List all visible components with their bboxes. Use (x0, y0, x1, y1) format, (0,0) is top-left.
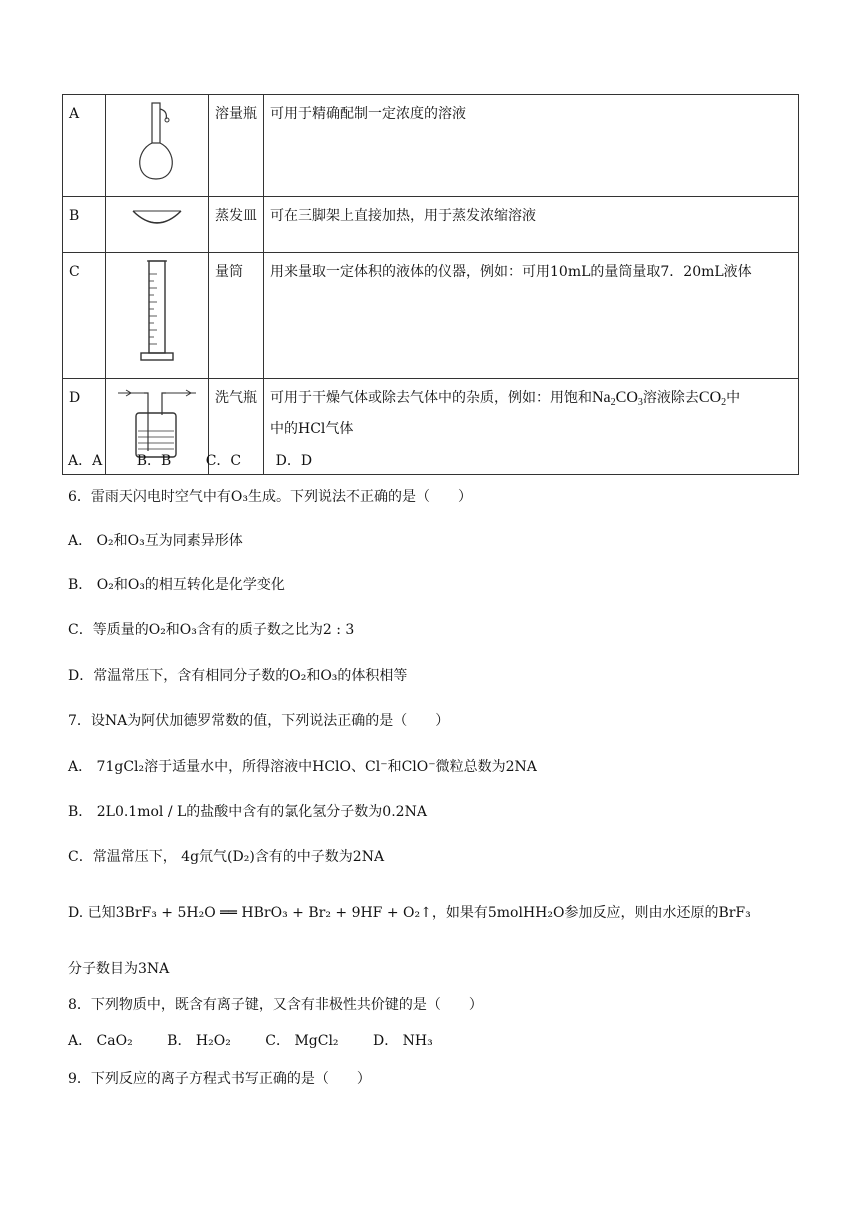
row-name: 洗气瓶 (209, 379, 264, 475)
option-a[interactable]: A． CaO₂ (68, 1033, 133, 1049)
option-b[interactable]: B． H₂O₂ (167, 1033, 231, 1049)
row-letter: B (63, 197, 106, 253)
table-row (63, 253, 799, 379)
option-c[interactable]: C．C (205, 453, 242, 469)
option-b[interactable]: B．B (136, 453, 172, 469)
option-a[interactable]: A．A (68, 453, 103, 469)
q7-stem: 7．设NA为阿伏加德罗常数的值，下列说法正确的是（ ） (68, 713, 450, 729)
q6-option-d[interactable]: D．常温常压下，含有相同分子数的O₂和O₃的体积相等 (68, 668, 408, 684)
option-d[interactable]: D． NH₃ (373, 1033, 433, 1049)
row-name: 量筒 (209, 253, 264, 379)
q7-option-c[interactable]: C．常温常压下， 4g氘气(D₂)含有的中子数为2NA (68, 849, 385, 865)
volumetric-flask-icon (127, 101, 187, 181)
q6-stem: 6．雷雨天闪电时空气中有O₃生成。下列说法不正确的是（ ） (68, 489, 472, 505)
q7-option-b[interactable]: B． 2L0.1mol / L的盐酸中含有的氯化氢分子数为0.2NA (68, 804, 427, 820)
q6-option-b[interactable]: B． O₂和O₃的相互转化是化学变化 (68, 577, 285, 593)
graduated-cylinder-icon (137, 259, 177, 363)
q8-options (68, 1030, 463, 1050)
q7-option-a[interactable]: A． 71gCl₂溶于适量水中，所得溶液中HClO、Cl⁻和ClO⁻微粒总数为2NA (68, 759, 537, 775)
evaporating-dish-icon (127, 203, 187, 233)
q7-option-d[interactable]: D. 已知3BrF₃ + 5H₂O ══ HBrO₃ + Br₂ + 9HF + O₂↑，如果有5molHH₂O参加反应，则由水还原的BrF₃ (68, 905, 751, 921)
option-d[interactable]: D．D (275, 453, 313, 469)
q8-stem: 8．下列物质中，既含有离子键，又含有非极性共价键的是（ ） (68, 997, 483, 1013)
gas-washing-bottle-icon (114, 385, 200, 459)
q7-option-d-cont: 分子数目为3NA (68, 961, 170, 977)
q6-option-a[interactable]: A． O₂和O₃互为同素异形体 (68, 533, 243, 549)
row-desc: 可在三脚架上直接加热，用于蒸发浓缩溶液 (264, 197, 799, 253)
row-name: 溶量瓶 (209, 95, 264, 197)
table-row (63, 95, 799, 197)
q6-option-c[interactable]: C．等质量的O₂和O₃含有的质子数之比为2 : 3 (68, 622, 355, 638)
option-c[interactable]: C． MgCl₂ (265, 1033, 339, 1049)
row-letter: A (63, 95, 106, 197)
table-row (63, 197, 799, 253)
row-desc: 可用于精确配制一定浓度的溶液 (264, 95, 799, 197)
row-letter: C (63, 253, 106, 379)
q5-options (68, 450, 342, 470)
apparatus-table (62, 94, 799, 475)
q9-stem: 9．下列反应的离子方程式书写正确的是（ ） (68, 1071, 371, 1087)
row-desc: 可用于干燥气体或除去气体中的杂质，例如：用饱和$Na_2CO_3$溶液除去$CO_2$中 中的HCl气体 (264, 379, 799, 475)
row-desc: 用来量取一定体积的液体的仪器，例如：可用10mL的量筒量取7．20mL液体 (264, 253, 799, 379)
row-letter: D (63, 379, 106, 475)
row-name: 蒸发皿 (209, 197, 264, 253)
